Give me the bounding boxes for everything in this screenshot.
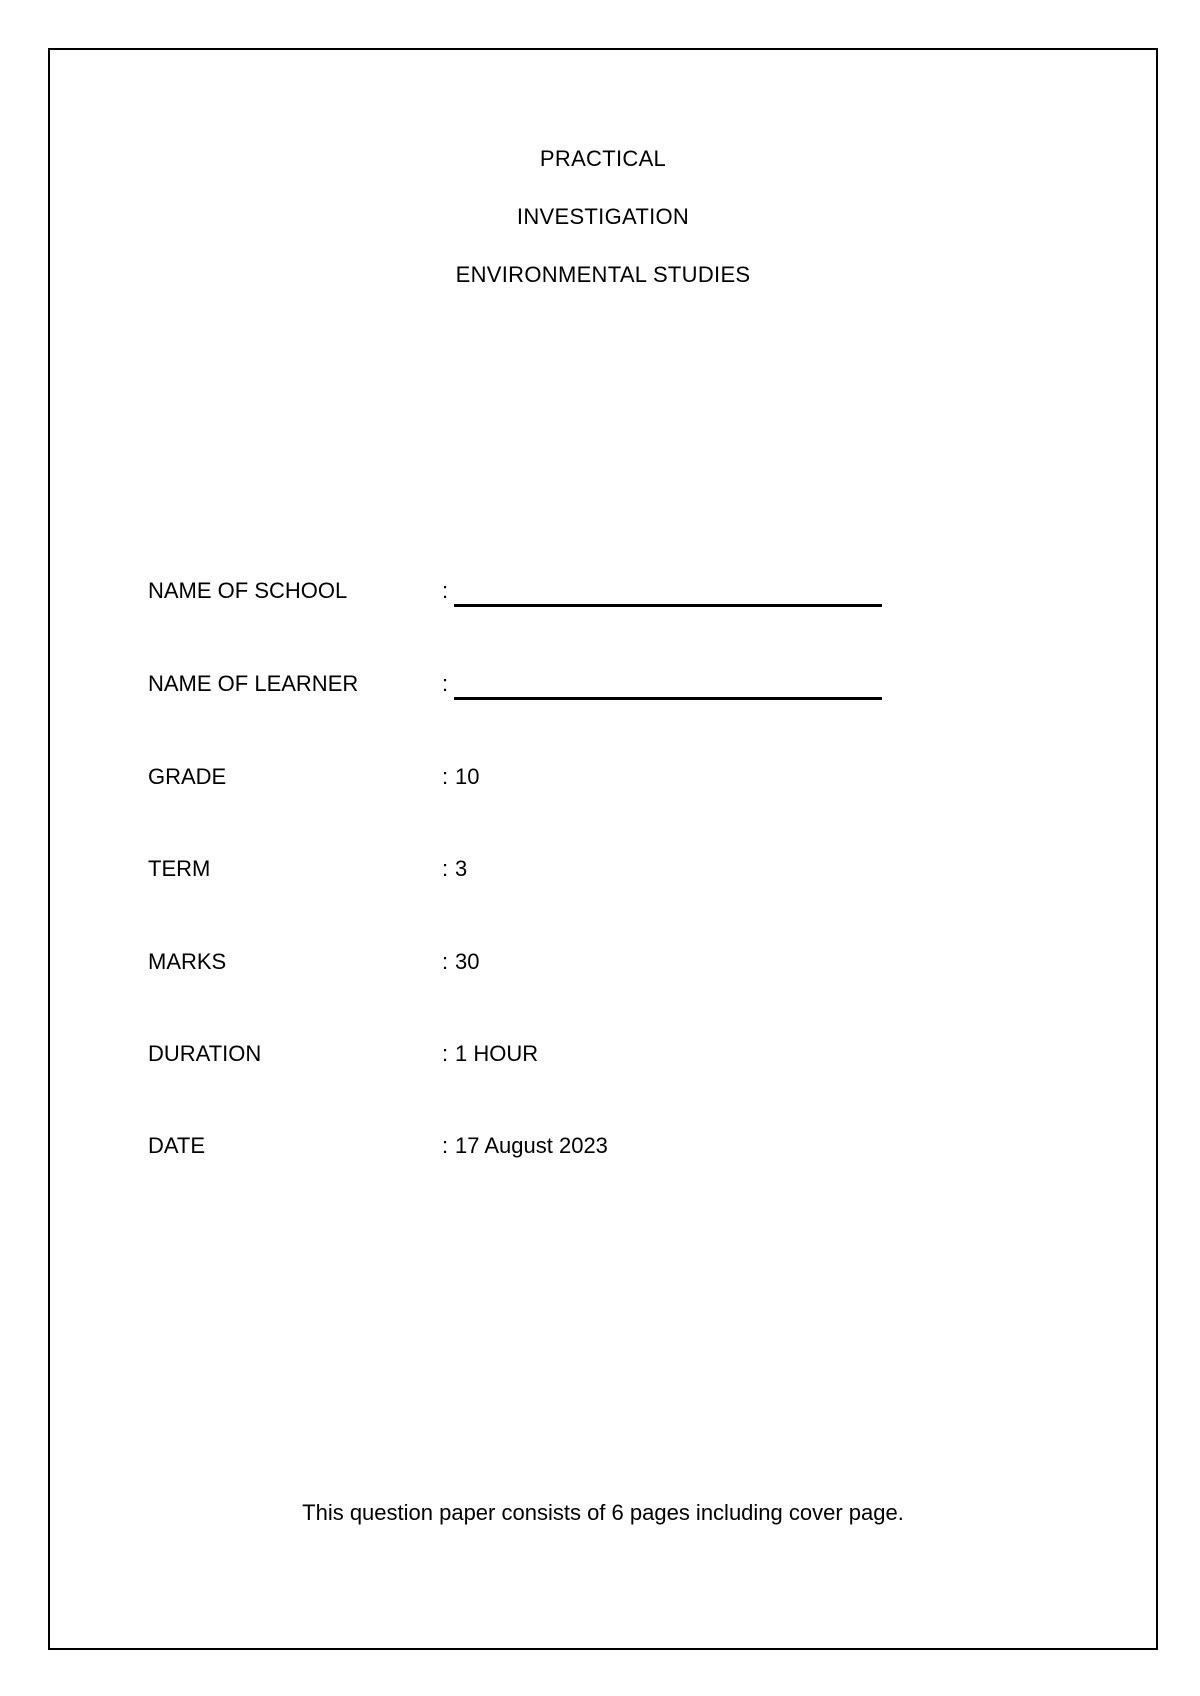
marks-colon: :	[442, 949, 449, 974]
duration-value: 1 HOUR	[455, 1041, 539, 1066]
grade-colon: :	[442, 764, 449, 789]
title-practical: PRACTICAL	[539, 146, 667, 171]
field-row-marks	[50, 947, 1156, 977]
marks-label: MARKS	[148, 949, 227, 974]
term-colon: :	[442, 856, 449, 881]
learner-label: NAME OF LEARNER	[148, 671, 359, 696]
field-row-date	[50, 1131, 1156, 1161]
field-row-duration	[50, 1039, 1156, 1069]
term-value: 3	[455, 856, 468, 881]
page-border	[48, 48, 1158, 1650]
date-label: DATE	[148, 1133, 206, 1158]
page-count-note: This question paper consists of 6 pages including cover page.	[302, 1500, 904, 1525]
learner-colon: :	[442, 671, 449, 696]
field-row-school	[50, 576, 1156, 606]
field-row-learner	[50, 669, 1156, 699]
date-colon: :	[442, 1133, 449, 1158]
term-label: TERM	[148, 856, 211, 881]
school-label: NAME OF SCHOOL	[148, 578, 348, 603]
learner-blank-line	[454, 697, 882, 700]
school-colon: :	[442, 578, 449, 603]
duration-colon: :	[442, 1041, 449, 1066]
marks-value: 30	[455, 949, 480, 974]
field-row-grade	[50, 762, 1156, 792]
field-row-term	[50, 854, 1156, 884]
date-value: 17 August 2023	[455, 1133, 608, 1158]
school-blank-line	[454, 604, 882, 607]
duration-label: DURATION	[148, 1041, 262, 1066]
grade-value: 10	[455, 764, 480, 789]
title-subject: ENVIRONMENTAL STUDIES	[455, 262, 751, 287]
grade-label: GRADE	[148, 764, 227, 789]
title-investigation: INVESTIGATION	[516, 204, 690, 229]
